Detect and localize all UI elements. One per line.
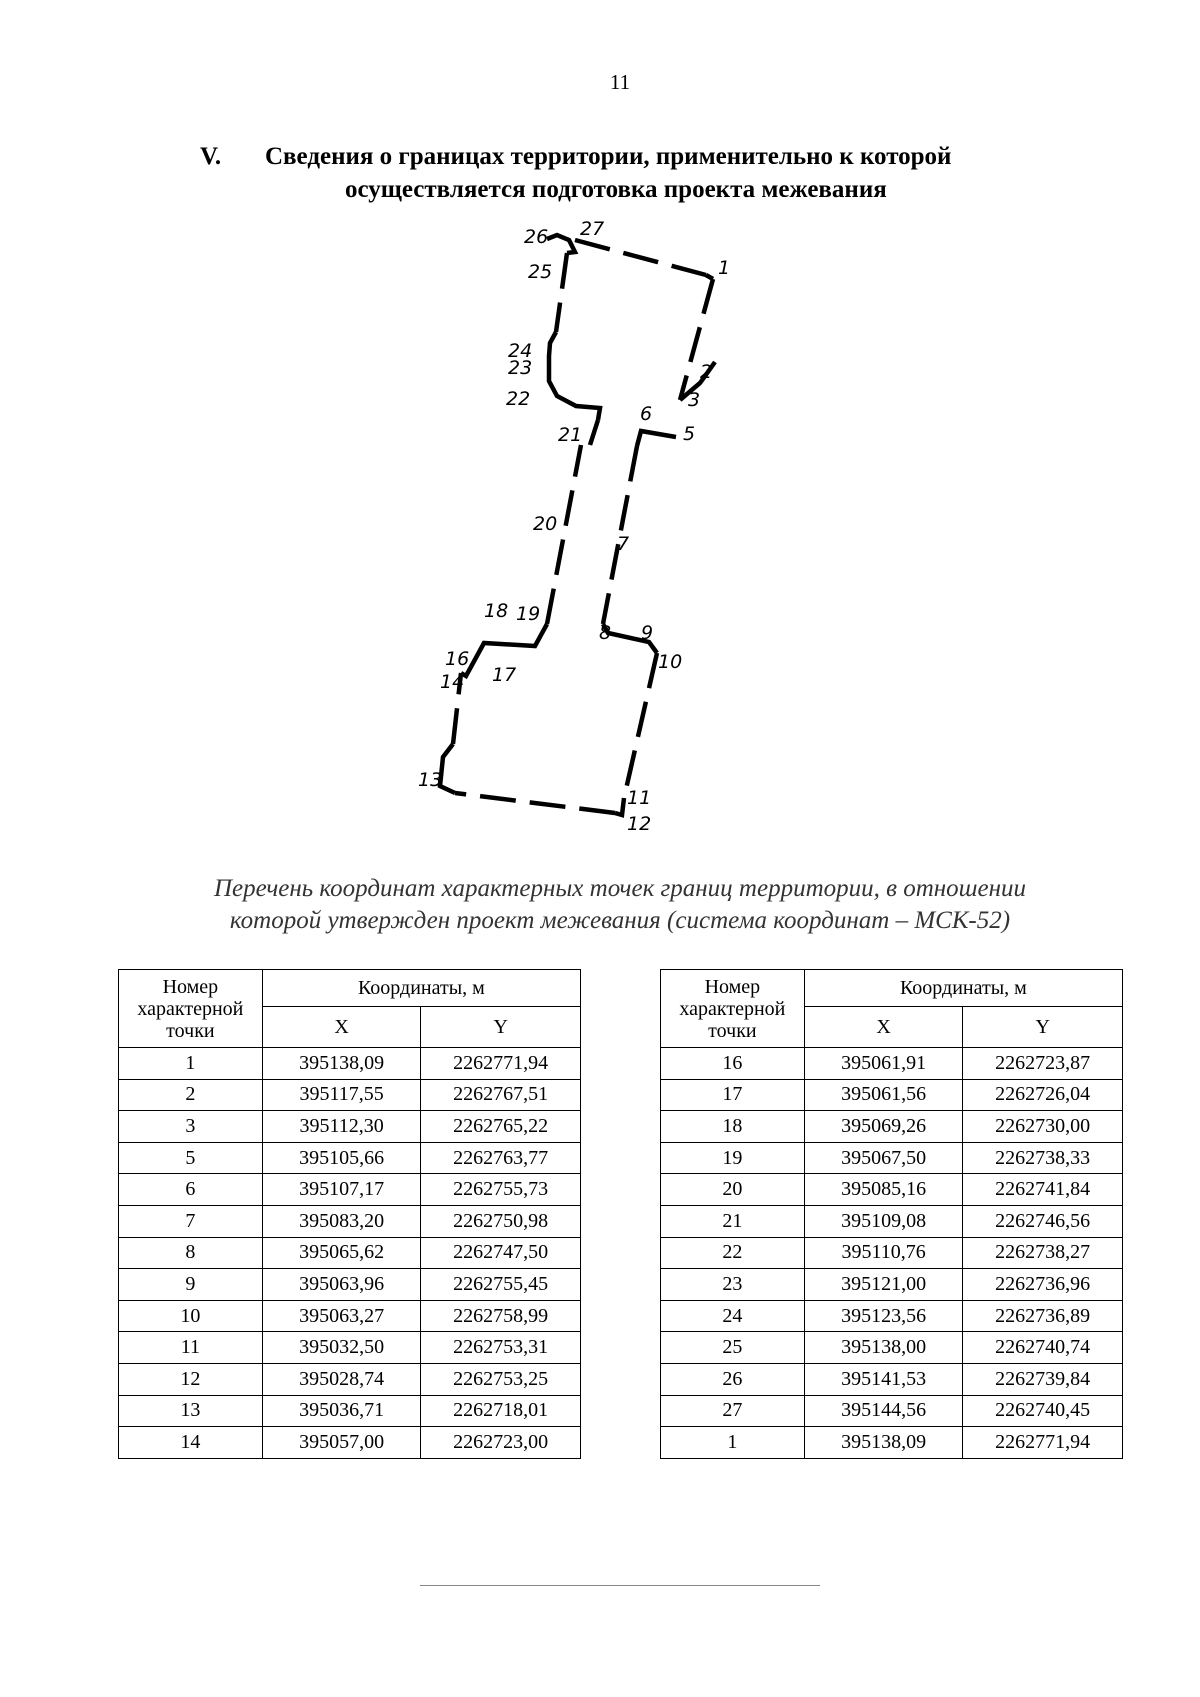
section-title-line-1: Сведения о границах территории, применительно к которой	[265, 143, 952, 170]
header-coordinates: Координаты, м	[804, 970, 1122, 1007]
header-x: X	[262, 1007, 421, 1048]
point-number-cell: 1	[119, 1048, 263, 1080]
coordinates-table-right	[660, 969, 1123, 1459]
point-label-22: 22	[506, 388, 531, 410]
point-number-cell: 9	[119, 1269, 263, 1301]
point-number-cell: 25	[661, 1332, 805, 1364]
point-label-6: 6	[640, 403, 653, 425]
y-coordinate-cell: 2262723,87	[963, 1048, 1123, 1080]
boundary-dashed-10-11	[624, 653, 657, 798]
header-point-line-2: характерной	[137, 997, 244, 1020]
boundary-solid-5	[615, 798, 624, 815]
point-label-17: 17	[492, 664, 517, 686]
section-number: V.	[200, 143, 222, 170]
header-point-line-2: характерной	[679, 997, 786, 1020]
y-coordinate-cell: 2262726,04	[963, 1079, 1123, 1111]
point-number-cell: 18	[661, 1111, 805, 1143]
point-number-cell: 6	[119, 1174, 263, 1206]
point-number-cell: 1	[661, 1427, 805, 1459]
boundary-solid-2	[706, 275, 713, 279]
table-row	[661, 1205, 1123, 1237]
y-coordinate-cell: 2262763,77	[421, 1142, 581, 1174]
x-coordinate-cell: 395063,27	[262, 1300, 421, 1332]
y-coordinate-cell: 2262741,84	[963, 1174, 1123, 1206]
point-label-26: 26	[524, 226, 549, 248]
y-coordinate-cell: 2262755,45	[421, 1269, 581, 1301]
point-label-19: 19	[516, 603, 541, 625]
table-row	[119, 1363, 581, 1395]
y-coordinate-cell: 2262753,25	[421, 1363, 581, 1395]
x-coordinate-cell: 395138,09	[804, 1427, 963, 1459]
point-number-cell: 12	[119, 1363, 263, 1395]
y-coordinate-cell: 2262750,98	[421, 1205, 581, 1237]
point-number-cell: 13	[119, 1395, 263, 1427]
y-coordinate-cell: 2262723,00	[421, 1427, 581, 1459]
x-coordinate-cell: 395065,62	[262, 1237, 421, 1269]
point-label-7: 7	[617, 533, 630, 555]
table-row	[661, 1300, 1123, 1332]
x-coordinate-cell: 395141,53	[804, 1363, 963, 1395]
boundary-dashed-27-1	[575, 240, 706, 275]
boundary-solid-8	[547, 235, 575, 253]
point-number-cell: 26	[661, 1363, 805, 1395]
x-coordinate-cell: 395109,08	[804, 1205, 963, 1237]
point-label-18: 18	[484, 600, 509, 622]
table-row	[661, 1174, 1123, 1206]
table-row	[119, 1142, 581, 1174]
coordinates-caption	[100, 873, 1140, 937]
boundary-solid-3	[637, 431, 676, 446]
table-row	[661, 1048, 1123, 1080]
point-label-10: 10	[658, 651, 683, 673]
point-number-cell: 17	[661, 1079, 805, 1111]
point-label-9: 9	[641, 622, 654, 644]
point-label-11: 11	[627, 787, 652, 809]
point-label-21: 21	[558, 424, 583, 446]
table-row	[661, 1142, 1123, 1174]
boundary-dashed-23-24	[556, 253, 567, 332]
table-row	[119, 1332, 581, 1364]
section-title-line-2: осуществляется подготовка проекта межевания	[345, 176, 887, 203]
point-number-cell: 23	[661, 1269, 805, 1301]
x-coordinate-cell: 395112,30	[262, 1111, 421, 1143]
table-row	[661, 1427, 1123, 1459]
x-coordinate-cell: 395036,71	[262, 1395, 421, 1427]
y-coordinate-cell: 2262765,22	[421, 1111, 581, 1143]
header-y: Y	[963, 1007, 1123, 1048]
point-number-cell: 14	[119, 1427, 263, 1459]
point-label-14: 14	[440, 671, 465, 693]
table-row	[661, 1332, 1123, 1364]
point-label-8: 8	[599, 622, 612, 644]
x-coordinate-cell: 395032,50	[262, 1332, 421, 1364]
x-coordinate-cell: 395105,66	[262, 1142, 421, 1174]
table-row	[661, 1269, 1123, 1301]
point-label-24: 24	[508, 340, 533, 362]
y-coordinate-cell: 2262747,50	[421, 1237, 581, 1269]
y-coordinate-cell: 2262736,89	[963, 1300, 1123, 1332]
point-number-cell: 27	[661, 1395, 805, 1427]
header-point-line-3: точки	[708, 1019, 757, 1042]
y-coordinate-cell: 2262753,31	[421, 1332, 581, 1364]
point-number-cell: 10	[119, 1300, 263, 1332]
table-row	[119, 1237, 581, 1269]
table-row	[661, 1237, 1123, 1269]
header-point-line-3: точки	[166, 1019, 215, 1042]
header-point-number	[661, 970, 805, 1048]
point-label-27: 27	[580, 218, 605, 240]
point-label-16: 16	[445, 648, 470, 670]
table-row	[119, 1111, 581, 1143]
x-coordinate-cell: 395117,55	[262, 1079, 421, 1111]
header-point-line-1: Номер	[704, 975, 761, 998]
caption-line-2: которой утвержден проект межевания (система координат – МСК-52)	[229, 907, 1011, 934]
point-number-cell: 3	[119, 1111, 263, 1143]
y-coordinate-cell: 2262740,74	[963, 1332, 1123, 1364]
footer-divider	[420, 1585, 820, 1586]
header-y: Y	[421, 1007, 581, 1048]
point-number-cell: 5	[119, 1142, 263, 1174]
x-coordinate-cell: 395138,00	[804, 1332, 963, 1364]
y-coordinate-cell: 2262738,33	[963, 1142, 1123, 1174]
y-coordinate-cell: 2262718,01	[421, 1395, 581, 1427]
x-coordinate-cell: 395063,96	[262, 1269, 421, 1301]
x-coordinate-cell: 395121,00	[804, 1269, 963, 1301]
table-row	[661, 1395, 1123, 1427]
y-coordinate-cell: 2262739,84	[963, 1363, 1123, 1395]
point-number-cell: 20	[661, 1174, 805, 1206]
y-coordinate-cell: 2262738,27	[963, 1237, 1123, 1269]
x-coordinate-cell: 395123,56	[804, 1300, 963, 1332]
page-number: 11	[609, 70, 631, 94]
x-coordinate-cell: 395107,17	[262, 1174, 421, 1206]
y-coordinate-cell: 2262736,96	[963, 1269, 1123, 1301]
point-number-cell: 7	[119, 1205, 263, 1237]
y-coordinate-cell: 2262771,94	[963, 1427, 1123, 1459]
y-coordinate-cell: 2262730,00	[963, 1111, 1123, 1143]
y-coordinate-cell: 2262740,45	[963, 1395, 1123, 1427]
point-number-cell: 21	[661, 1205, 805, 1237]
point-label-23: 23	[508, 357, 533, 379]
table-row	[661, 1079, 1123, 1111]
table-row	[119, 1395, 581, 1427]
x-coordinate-cell: 395083,20	[262, 1205, 421, 1237]
table-row	[119, 1205, 581, 1237]
x-coordinate-cell: 395067,50	[804, 1142, 963, 1174]
y-coordinate-cell: 2262771,94	[421, 1048, 581, 1080]
x-coordinate-cell: 395061,91	[804, 1048, 963, 1080]
boundary-dashed-21-22	[590, 420, 598, 445]
header-point-line-1: Номер	[162, 975, 219, 998]
point-number-cell: 16	[661, 1048, 805, 1080]
point-number-cell: 22	[661, 1237, 805, 1269]
x-coordinate-cell: 395061,56	[804, 1079, 963, 1111]
table-row	[119, 1269, 581, 1301]
y-coordinate-cell: 2262755,73	[421, 1174, 581, 1206]
point-number-cell: 2	[119, 1079, 263, 1111]
header-coordinates: Координаты, м	[262, 970, 580, 1007]
caption-line-1: Перечень координат характерных точек границ территории, в отношении	[213, 875, 1027, 902]
point-label-25: 25	[528, 261, 553, 283]
point-number-cell: 11	[119, 1332, 263, 1364]
point-label-13: 13	[418, 769, 443, 791]
header-x: X	[804, 1007, 963, 1048]
table-row	[661, 1111, 1123, 1143]
x-coordinate-cell: 395138,09	[262, 1048, 421, 1080]
point-label-2: 2	[700, 361, 713, 383]
table-row	[119, 1427, 581, 1459]
x-coordinate-cell: 395144,56	[804, 1395, 963, 1427]
x-coordinate-cell: 395028,74	[262, 1363, 421, 1395]
y-coordinate-cell: 2262746,56	[963, 1205, 1123, 1237]
boundary-dashed-12-13	[455, 793, 615, 813]
table-row	[119, 1300, 581, 1332]
point-number-cell: 19	[661, 1142, 805, 1174]
x-coordinate-cell: 395069,26	[804, 1111, 963, 1143]
x-coordinate-cell: 395057,00	[262, 1427, 421, 1459]
point-label-3: 3	[688, 389, 701, 411]
coordinates-table-left	[118, 969, 581, 1459]
point-number-cell: 8	[119, 1237, 263, 1269]
boundary-solid-9	[440, 744, 455, 793]
point-label-5: 5	[683, 423, 696, 445]
point-label-12: 12	[627, 813, 652, 835]
point-number-cell: 24	[661, 1300, 805, 1332]
boundary-solid-7	[549, 332, 600, 420]
header-point-number	[119, 970, 263, 1048]
table-row	[119, 1048, 581, 1080]
point-label-1: 1	[718, 257, 731, 279]
table-row	[661, 1363, 1123, 1395]
table-row	[119, 1174, 581, 1206]
x-coordinate-cell: 395085,16	[804, 1174, 963, 1206]
y-coordinate-cell: 2262767,51	[421, 1079, 581, 1111]
table-row	[119, 1079, 581, 1111]
point-label-20: 20	[533, 513, 558, 535]
y-coordinate-cell: 2262758,99	[421, 1300, 581, 1332]
x-coordinate-cell: 395110,76	[804, 1237, 963, 1269]
